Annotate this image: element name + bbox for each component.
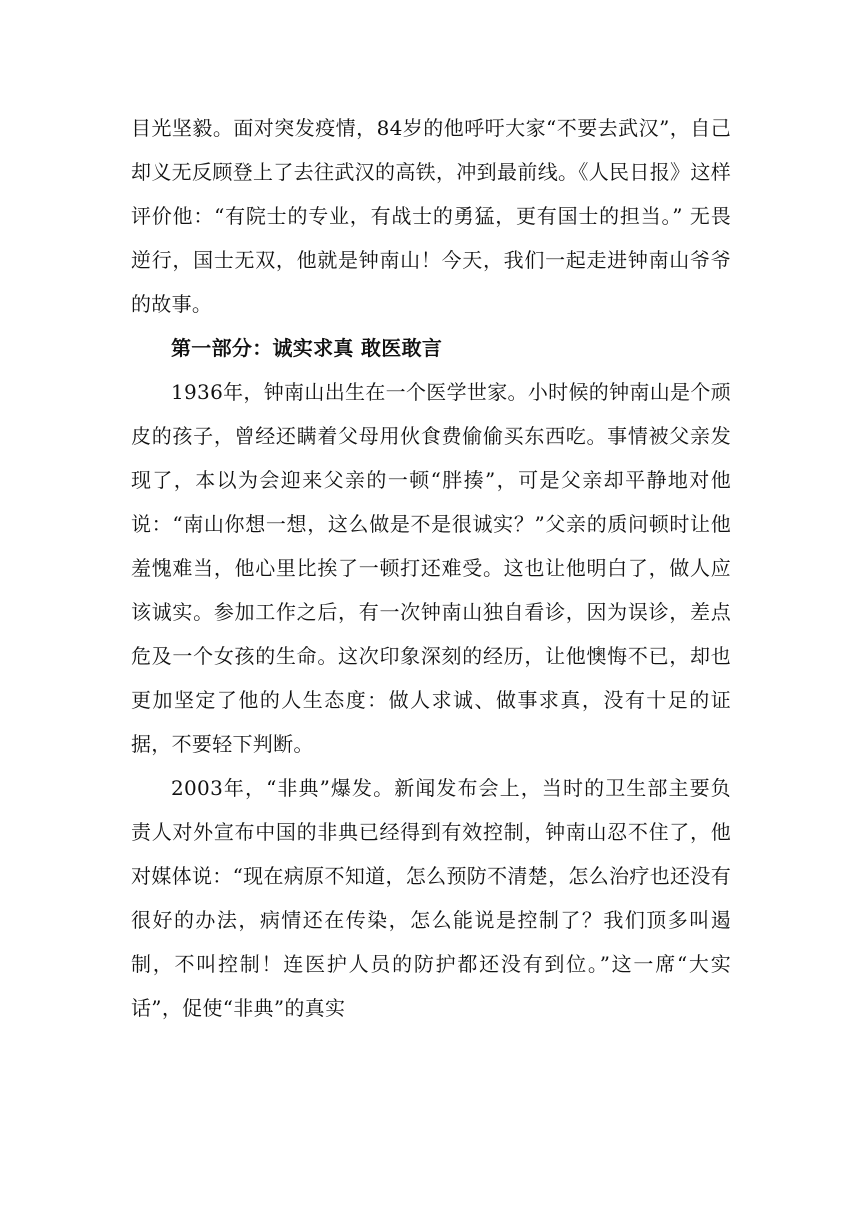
section-heading: 第一部分：诚实求真 敢医敢言 [171,336,443,360]
document-page [131,106,731,1030]
intro-paragraph: 目光坚毅。面对突发疫情，84岁的他呼吁大家“不要去武汉”，自己却义无反顾登上了去往武汉的高铁，冲到最前线。《人民日报》这样评价他：“有院士的专业，有战士的勇猛，更有国士的担当。” 无畏逆行，国士无双，他就是钟南山！今天，我们一起走进钟南山爷爷的故事。 [131,116,731,316]
childhood-paragraph: 1936年，钟南山出生在一个医学世家。小时候的钟南山是个顽皮的孩子，曾经还瞒着父母用伙食费偷偷买东西吃。事情被父亲发现了，本以为会迎来父亲的一顿“胖揍”，可是父亲却平静地对他说：“南山你想一想，这么做是不是很诚实？”父亲的质问顿时让他羞愧难当，他心里比挨了一顿打还难受。这也让他明白了，做人应该诚实。参加工作之后，有一次钟南山独自看诊，因为误诊，差点危及一个女孩的生命。这次印象深刻的经历，让他懊悔不已，却也更加坚定了他的人生态度：做人求诚、做事求真，没有十足的证据，不要轻下判断。 [131,380,731,756]
sars-paragraph: 2003年，“非典”爆发。新闻发布会上，当时的卫生部主要负责人对外宣布中国的非典已经得到有效控制，钟南山忍不住了，他对媒体说：“现在病原不知道，怎么预防不清楚，怎么治疗也还没有很好的办法，病情还在传染，怎么能说是控制了？我们顶多叫遏制，不叫控制！连医护人员的防护都还没有到位。”这一席“大实话”，促使“非典”的真实 [131,776,731,1020]
